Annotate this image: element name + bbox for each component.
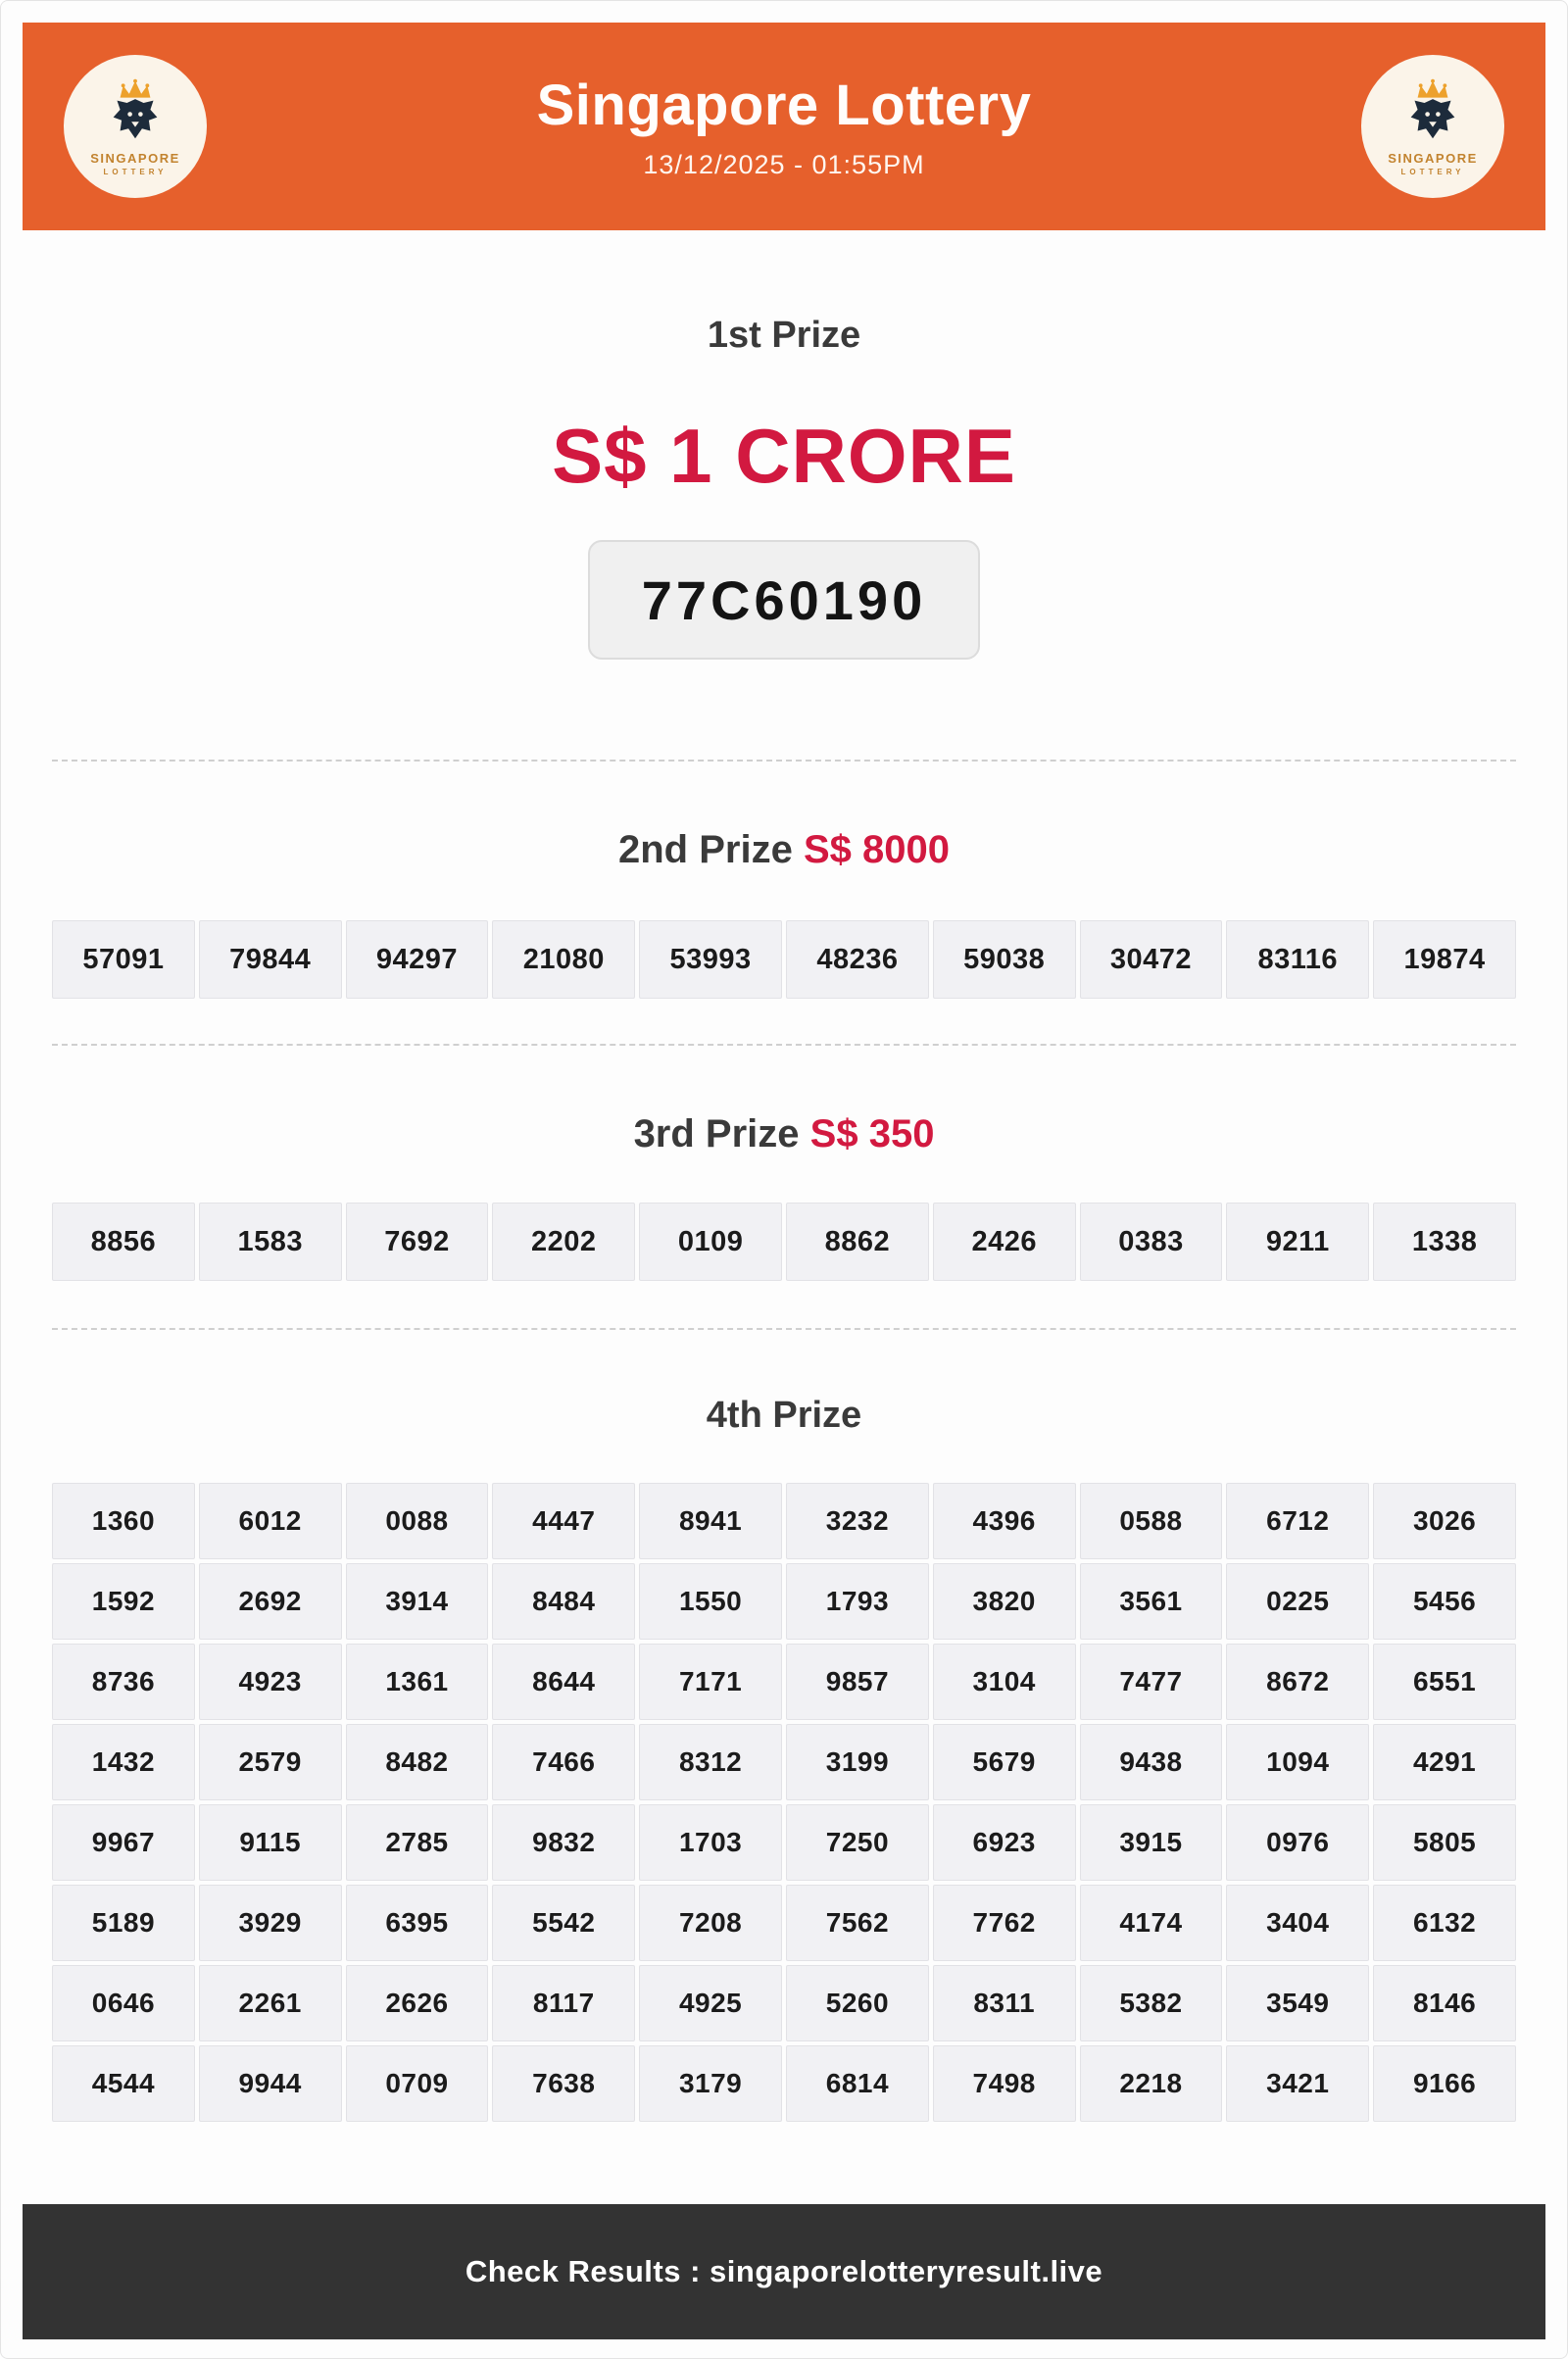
fourth-prize-number: 8644 [492, 1644, 635, 1720]
fourth-prize-number: 4544 [52, 2045, 195, 2122]
third-prize-heading [23, 1112, 1545, 1155]
first-prize-heading: 1st Prize [707, 315, 861, 356]
fourth-prize-number: 2626 [346, 1965, 489, 2041]
fourth-prize-number: 5679 [933, 1724, 1076, 1800]
fourth-prize-number: 2692 [199, 1563, 342, 1640]
logo-right [1361, 55, 1504, 198]
footer-text: Check Results : singaporelotteryresult.live [465, 2254, 1103, 2288]
fourth-prize-number: 5189 [52, 1885, 195, 1961]
second-prize-number: 79844 [199, 920, 342, 999]
fourth-prize-number: 8941 [639, 1483, 782, 1559]
fourth-prize-number: 4174 [1080, 1885, 1223, 1961]
third-prize-label: 3rd Prize [633, 1112, 800, 1155]
fourth-prize-number: 4923 [199, 1644, 342, 1720]
fourth-prize-number: 9438 [1080, 1724, 1223, 1800]
fourth-prize-number: 3915 [1080, 1804, 1223, 1881]
fourth-prize-number: 0646 [52, 1965, 195, 2041]
fourth-prize-number: 7638 [492, 2045, 635, 2122]
fourth-prize-number: 7477 [1080, 1644, 1223, 1720]
header-center [207, 73, 1361, 180]
fourth-prize-number: 7466 [492, 1724, 635, 1800]
fourth-prize-number: 6395 [346, 1885, 489, 1961]
third-prize-number: 1583 [199, 1203, 342, 1281]
third-prize-section [23, 1112, 1545, 1281]
fourth-prize-number: 6551 [1373, 1644, 1516, 1720]
fourth-prize-number: 7762 [933, 1885, 1076, 1961]
fourth-prize-number: 3421 [1226, 2045, 1369, 2122]
fourth-prize-number: 9115 [199, 1804, 342, 1881]
second-prize-label: 2nd Prize [618, 828, 793, 871]
fourth-prize-number: 9944 [199, 2045, 342, 2122]
fourth-prize-grid [52, 1483, 1516, 2122]
logo-text-lottery: LOTTERY [1400, 168, 1465, 176]
section-divider [52, 1328, 1516, 1330]
fourth-prize-number: 0976 [1226, 1804, 1369, 1881]
fourth-prize-number: 3561 [1080, 1563, 1223, 1640]
fourth-prize-number: 8146 [1373, 1965, 1516, 2041]
third-prize-number: 2202 [492, 1203, 635, 1281]
fourth-prize-number: 3104 [933, 1644, 1076, 1720]
third-prize-number: 0109 [639, 1203, 782, 1281]
fourth-prize-number: 8672 [1226, 1644, 1369, 1720]
second-prize-number: 21080 [492, 920, 635, 999]
fourth-prize-number: 8117 [492, 1965, 635, 2041]
footer [23, 2204, 1545, 2339]
second-prize-number: 53993 [639, 920, 782, 999]
first-prize-number-box [588, 540, 980, 660]
fourth-prize-number: 1094 [1226, 1724, 1369, 1800]
fourth-prize-number: 2261 [199, 1965, 342, 2041]
second-prize-numbers [52, 920, 1516, 999]
fourth-prize-number: 0088 [346, 1483, 489, 1559]
fourth-prize-number: 7208 [639, 1885, 782, 1961]
fourth-prize-number: 6132 [1373, 1885, 1516, 1961]
fourth-prize-heading: 4th Prize [706, 1395, 862, 1436]
logo-text-singapore: SINGAPORE [90, 151, 180, 166]
fourth-prize-number: 1360 [52, 1483, 195, 1559]
fourth-prize-number: 0588 [1080, 1483, 1223, 1559]
fourth-prize-number: 3199 [786, 1724, 929, 1800]
second-prize-number: 30472 [1080, 920, 1223, 999]
draw-datetime: 13/12/2025 - 01:55PM [643, 150, 925, 179]
third-prize-number: 7692 [346, 1203, 489, 1281]
fourth-prize-number: 7562 [786, 1885, 929, 1961]
third-prize-amount: S$ 350 [809, 1112, 935, 1155]
fourth-prize-number: 5456 [1373, 1563, 1516, 1640]
logo-text-lottery: LOTTERY [103, 168, 168, 176]
fourth-prize-number: 4447 [492, 1483, 635, 1559]
fourth-prize-number: 6012 [199, 1483, 342, 1559]
fourth-prize-number: 5260 [786, 1965, 929, 2041]
fourth-prize-number: 9967 [52, 1804, 195, 1881]
fourth-prize-number: 3820 [933, 1563, 1076, 1640]
logo-left [64, 55, 207, 198]
fourth-prize-number: 7498 [933, 2045, 1076, 2122]
fourth-prize-number: 3026 [1373, 1483, 1516, 1559]
fourth-prize-number: 4925 [639, 1965, 782, 2041]
fourth-prize-number: 2218 [1080, 2045, 1223, 2122]
first-prize-section [23, 315, 1545, 660]
fourth-prize-number: 6814 [786, 2045, 929, 2122]
third-prize-number: 2426 [933, 1203, 1076, 1281]
header [23, 23, 1545, 230]
third-prize-number: 1338 [1373, 1203, 1516, 1281]
second-prize-heading [23, 828, 1545, 871]
second-prize-number: 94297 [346, 920, 489, 999]
fourth-prize-number: 3179 [639, 2045, 782, 2122]
first-prize-amount: S$ 1 CRORE [552, 413, 1016, 499]
fourth-prize-number: 2785 [346, 1804, 489, 1881]
page-title: Singapore Lottery [536, 74, 1032, 137]
second-prize-number: 59038 [933, 920, 1076, 999]
fourth-prize-number: 1432 [52, 1724, 195, 1800]
third-prize-number: 0383 [1080, 1203, 1223, 1281]
fourth-prize-number: 9832 [492, 1804, 635, 1881]
lion-crown-icon [97, 76, 173, 149]
fourth-prize-number: 3549 [1226, 1965, 1369, 2041]
fourth-prize-number: 4396 [933, 1483, 1076, 1559]
fourth-prize-number: 9857 [786, 1644, 929, 1720]
fourth-prize-number: 9166 [1373, 2045, 1516, 2122]
second-prize-number: 57091 [52, 920, 195, 999]
fourth-prize-number: 8482 [346, 1724, 489, 1800]
fourth-prize-number: 8311 [933, 1965, 1076, 2041]
fourth-prize-number: 7250 [786, 1804, 929, 1881]
fourth-prize-number: 2579 [199, 1724, 342, 1800]
third-prize-number: 8862 [786, 1203, 929, 1281]
fourth-prize-number: 3232 [786, 1483, 929, 1559]
fourth-prize-number: 1361 [346, 1644, 489, 1720]
section-divider [52, 1044, 1516, 1046]
fourth-prize-number: 6712 [1226, 1483, 1369, 1559]
third-prize-numbers [52, 1203, 1516, 1281]
fourth-prize-number: 1793 [786, 1563, 929, 1640]
fourth-prize-number: 0709 [346, 2045, 489, 2122]
fourth-prize-number: 3929 [199, 1885, 342, 1961]
fourth-prize-section [23, 1395, 1545, 2122]
lion-crown-icon [1395, 76, 1471, 149]
third-prize-number: 9211 [1226, 1203, 1369, 1281]
logo-text-singapore: SINGAPORE [1388, 151, 1478, 166]
third-prize-number: 8856 [52, 1203, 195, 1281]
fourth-prize-number: 3914 [346, 1563, 489, 1640]
fourth-prize-number: 1592 [52, 1563, 195, 1640]
second-prize-number: 83116 [1226, 920, 1369, 999]
second-prize-section [23, 828, 1545, 999]
fourth-prize-number: 5382 [1080, 1965, 1223, 2041]
first-prize-number: 77C60190 [641, 568, 927, 631]
fourth-prize-number: 7171 [639, 1644, 782, 1720]
fourth-prize-number: 5805 [1373, 1804, 1516, 1881]
fourth-prize-number: 8484 [492, 1563, 635, 1640]
lottery-results-page [23, 23, 1545, 2339]
fourth-prize-number: 8736 [52, 1644, 195, 1720]
fourth-prize-number: 1703 [639, 1804, 782, 1881]
fourth-prize-number: 8312 [639, 1724, 782, 1800]
fourth-prize-number: 5542 [492, 1885, 635, 1961]
second-prize-number: 48236 [786, 920, 929, 999]
fourth-prize-number: 4291 [1373, 1724, 1516, 1800]
fourth-prize-number: 1550 [639, 1563, 782, 1640]
fourth-prize-number: 3404 [1226, 1885, 1369, 1961]
section-divider [52, 760, 1516, 762]
fourth-prize-number: 6923 [933, 1804, 1076, 1881]
second-prize-amount: S$ 8000 [803, 828, 950, 871]
fourth-prize-number: 0225 [1226, 1563, 1369, 1640]
second-prize-number: 19874 [1373, 920, 1516, 999]
